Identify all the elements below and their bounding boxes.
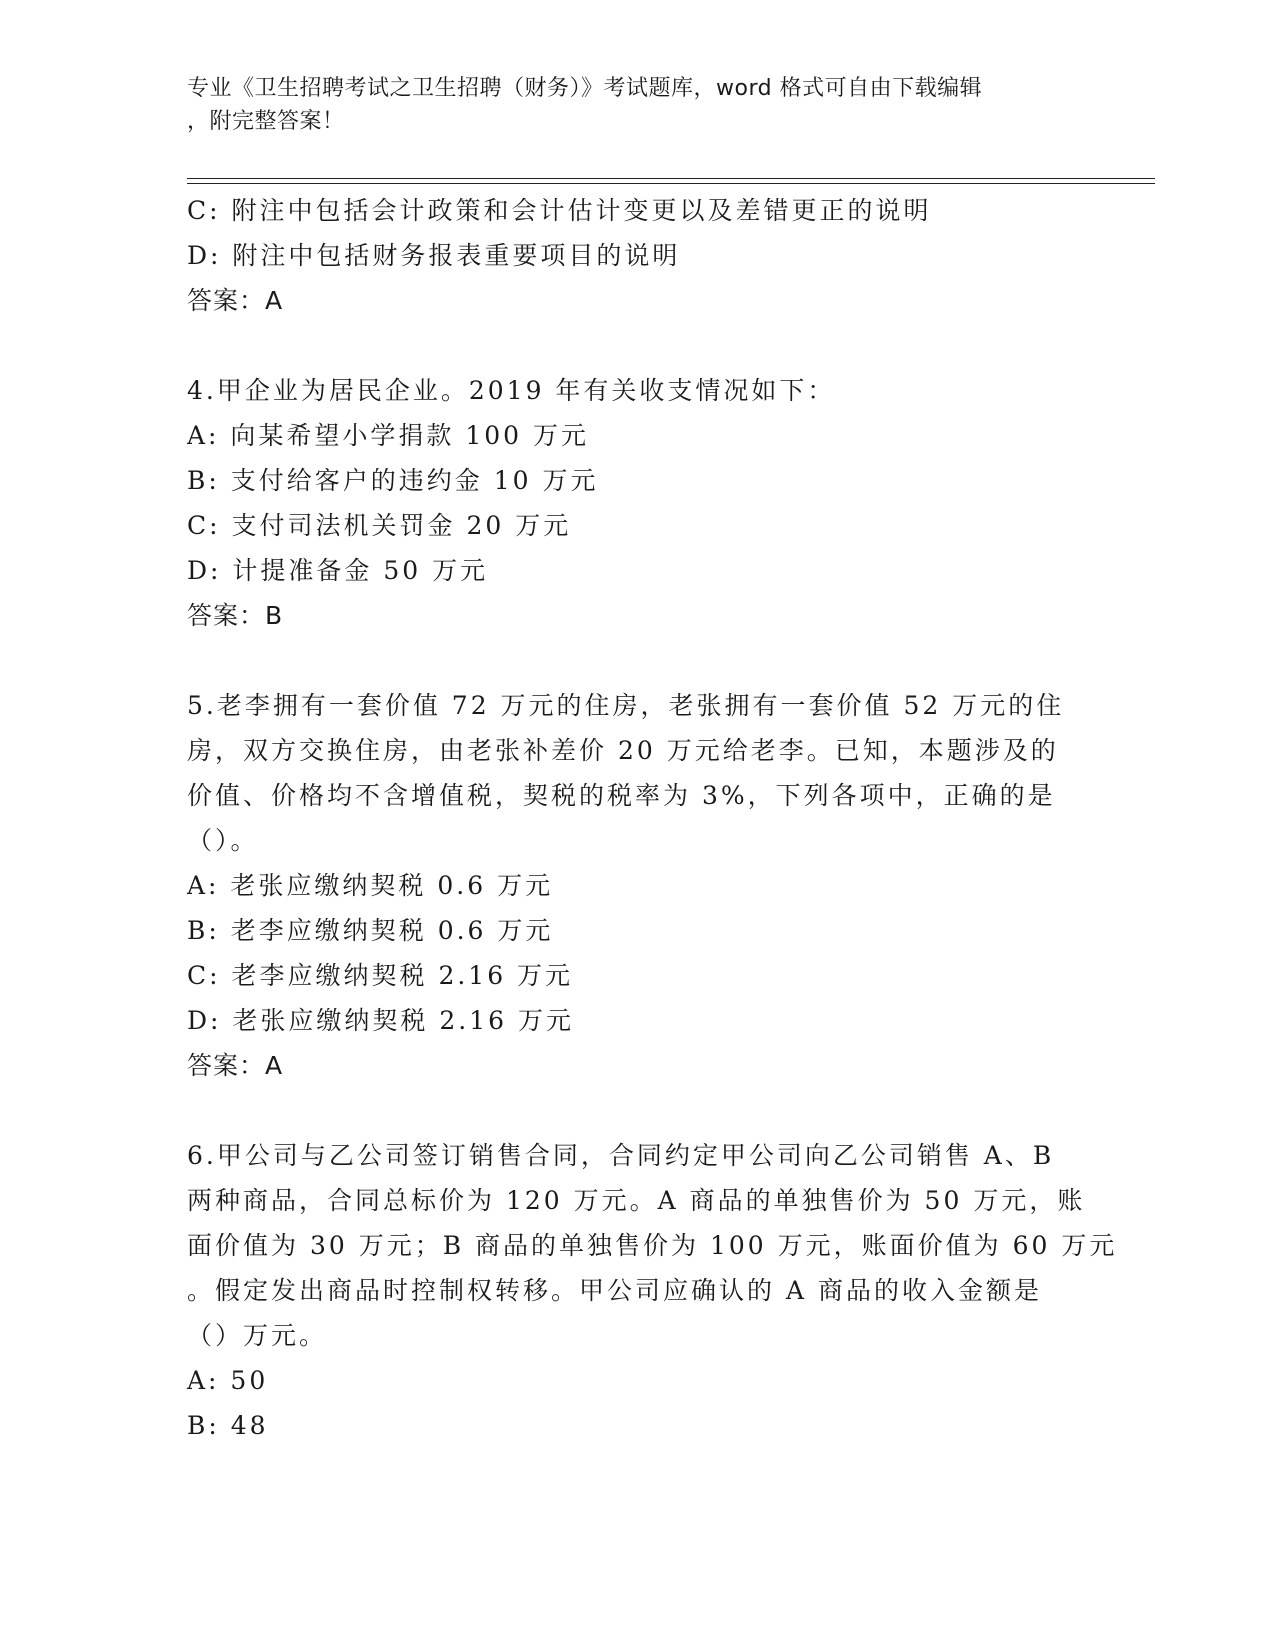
option-c: C: 老李应缴纳契税 2.16 万元 [187,961,574,990]
option-b: B: 支付给客户的违约金 10 万元 [187,466,599,495]
question-text-line: 两种商品，合同总标价为 120 万元。A 商品的单独售价为 50 万元，账 [187,1186,1086,1215]
spacer [187,323,1077,368]
option-a: A: 50 [187,1366,269,1395]
option-a: A: 向某希望小学捐款 100 万元 [187,421,590,450]
answer: 答案：A [187,286,284,315]
option-d: D: 附注中包括财务报表重要项目的说明 [187,241,681,270]
header-divider-bottom [187,183,1155,184]
question-text: 4.甲企业为居民企业。2019 年有关收支情况如下： [187,376,836,405]
question-text-line: 房，双方交换住房，由老张补差价 20 万元给老李。已知，本题涉及的 [187,736,1059,765]
spacer [187,638,1077,683]
spacer [187,1088,1077,1133]
answer: 答案：A [187,1051,284,1080]
option-b: B: 48 [187,1411,269,1440]
option-a: A: 老张应缴纳契税 0.6 万元 [187,871,554,900]
option-d: D: 计提准备金 50 万元 [187,556,489,585]
previous-question-tail [187,188,1077,323]
question-text-line: 5.老李拥有一套价值 72 万元的住房，老张拥有一套价值 52 万元的住 [187,691,1065,720]
header-divider-top [187,178,1155,179]
document-body [187,188,1118,1448]
question-text-line: 面价值为 30 万元；B 商品的单独售价为 100 万元，账面价值为 60 万元 [187,1231,1118,1260]
header-line-2: ，附完整答案！ [187,109,345,134]
question-6 [187,1133,1118,1448]
question-text-line: 6.甲公司与乙公司签订销售合同，合同约定甲公司向乙公司销售 A、B [187,1141,1055,1170]
document-header [187,72,1067,138]
option-c: C: 附注中包括会计政策和会计估计变更以及差错更正的说明 [187,196,932,225]
header-line-1: 专业《卫生招聘考试之卫生招聘（财务）》考试题库，word 格式可自由下载编辑 [187,76,983,101]
question-5 [187,683,1077,1088]
option-b: B: 老李应缴纳契税 0.6 万元 [187,916,554,945]
question-text-line: （）。 [187,826,259,855]
question-text-line: 。假定发出商品时控制权转移。甲公司应确认的 A 商品的收入金额是 [187,1276,1042,1305]
answer: 答案：B [187,601,284,630]
question-text-line: 价值、价格均不含增值税，契税的税率为 3%，下列各项中，正确的是 [187,781,1056,810]
question-text-line: （）万元。 [187,1321,328,1350]
question-4 [187,368,1077,638]
option-c: C: 支付司法机关罚金 20 万元 [187,511,572,540]
option-d: D: 老张应缴纳契税 2.16 万元 [187,1006,574,1035]
